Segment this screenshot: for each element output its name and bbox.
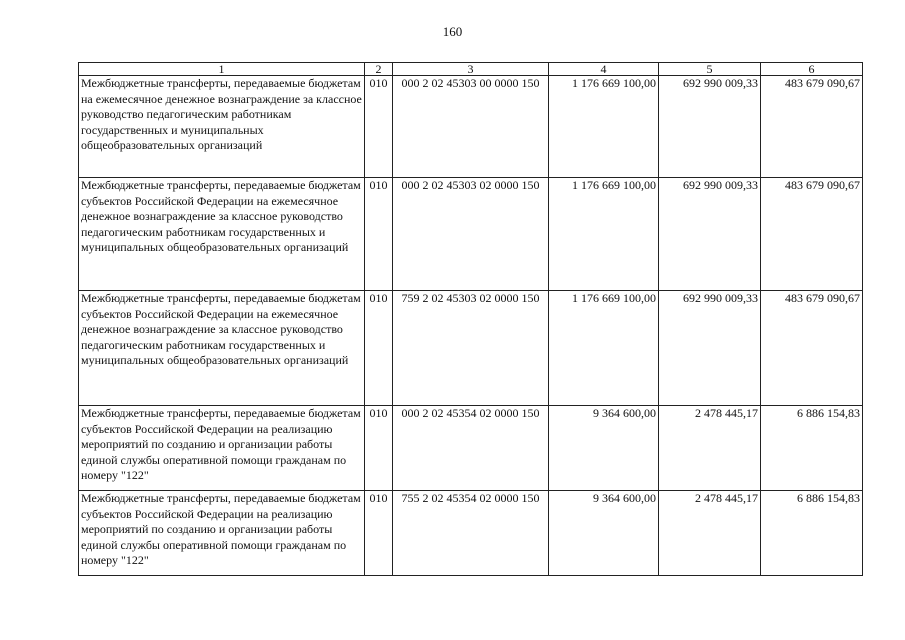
row-code: 010 <box>365 76 393 178</box>
column-header-2: 2 <box>365 63 393 76</box>
column-header-1: 1 <box>79 63 365 76</box>
row-code: 010 <box>365 291 393 406</box>
row-code: 010 <box>365 406 393 491</box>
table-row <box>79 76 863 178</box>
row-value-4: 1 176 669 100,00 <box>549 76 659 178</box>
row-kbk: 000 2 02 45354 02 0000 150 <box>393 406 549 491</box>
row-value-4: 9 364 600,00 <box>549 491 659 576</box>
row-value-4: 1 176 669 100,00 <box>549 291 659 406</box>
row-name: Межбюджетные трансферты, передаваемые бюджетам субъектов Российской Федерации на реализацию мероприятий по созданию и организации работы единой службы оперативной помощи гражданам по номеру "122" <box>79 491 365 576</box>
row-value-5: 2 478 445,17 <box>659 491 761 576</box>
budget-table <box>78 62 863 576</box>
row-kbk: 000 2 02 45303 02 0000 150 <box>393 178 549 291</box>
page-number: 160 <box>442 24 463 39</box>
column-header-6: 6 <box>761 63 863 76</box>
row-value-6: 6 886 154,83 <box>761 406 863 491</box>
row-name: Межбюджетные трансферты, передаваемые бюджетам на ежемесячное денежное вознаграждение за классное руководство педагогическим работникам государственных и муниципальных общеобразовательных организаций <box>79 76 365 178</box>
row-value-6: 483 679 090,67 <box>761 178 863 291</box>
row-kbk: 755 2 02 45354 02 0000 150 <box>393 491 549 576</box>
column-header-3: 3 <box>393 63 549 76</box>
row-value-5: 692 990 009,33 <box>659 76 761 178</box>
row-value-4: 9 364 600,00 <box>549 406 659 491</box>
table-row <box>79 491 863 576</box>
row-code: 010 <box>365 178 393 291</box>
row-value-5: 692 990 009,33 <box>659 178 761 291</box>
header-row <box>79 63 863 76</box>
column-header-4: 4 <box>549 63 659 76</box>
row-value-6: 483 679 090,67 <box>761 76 863 178</box>
table-row <box>79 178 863 291</box>
row-name: Межбюджетные трансферты, передаваемые бюджетам субъектов Российской Федерации на ежемесячное денежное вознаграждение за классное руководство педагогическим работникам государственных и муниципальных общеобразовательных организаций <box>79 291 365 406</box>
row-name: Межбюджетные трансферты, передаваемые бюджетам субъектов Российской Федерации на реализацию мероприятий по созданию и организации работы единой службы оперативной помощи гражданам по номеру "122" <box>79 406 365 491</box>
row-value-6: 6 886 154,83 <box>761 491 863 576</box>
table-row <box>79 406 863 491</box>
row-kbk: 000 2 02 45303 00 0000 150 <box>393 76 549 178</box>
column-header-5: 5 <box>659 63 761 76</box>
row-value-6: 483 679 090,67 <box>761 291 863 406</box>
row-name: Межбюджетные трансферты, передаваемые бюджетам субъектов Российской Федерации на ежемесячное денежное вознаграждение за классное руководство педагогическим работникам государственных и муниципальных общеобразовательных организаций <box>79 178 365 291</box>
row-kbk: 759 2 02 45303 02 0000 150 <box>393 291 549 406</box>
row-code: 010 <box>365 491 393 576</box>
row-value-5: 692 990 009,33 <box>659 291 761 406</box>
row-value-5: 2 478 445,17 <box>659 406 761 491</box>
table-row <box>79 291 863 406</box>
row-value-4: 1 176 669 100,00 <box>549 178 659 291</box>
